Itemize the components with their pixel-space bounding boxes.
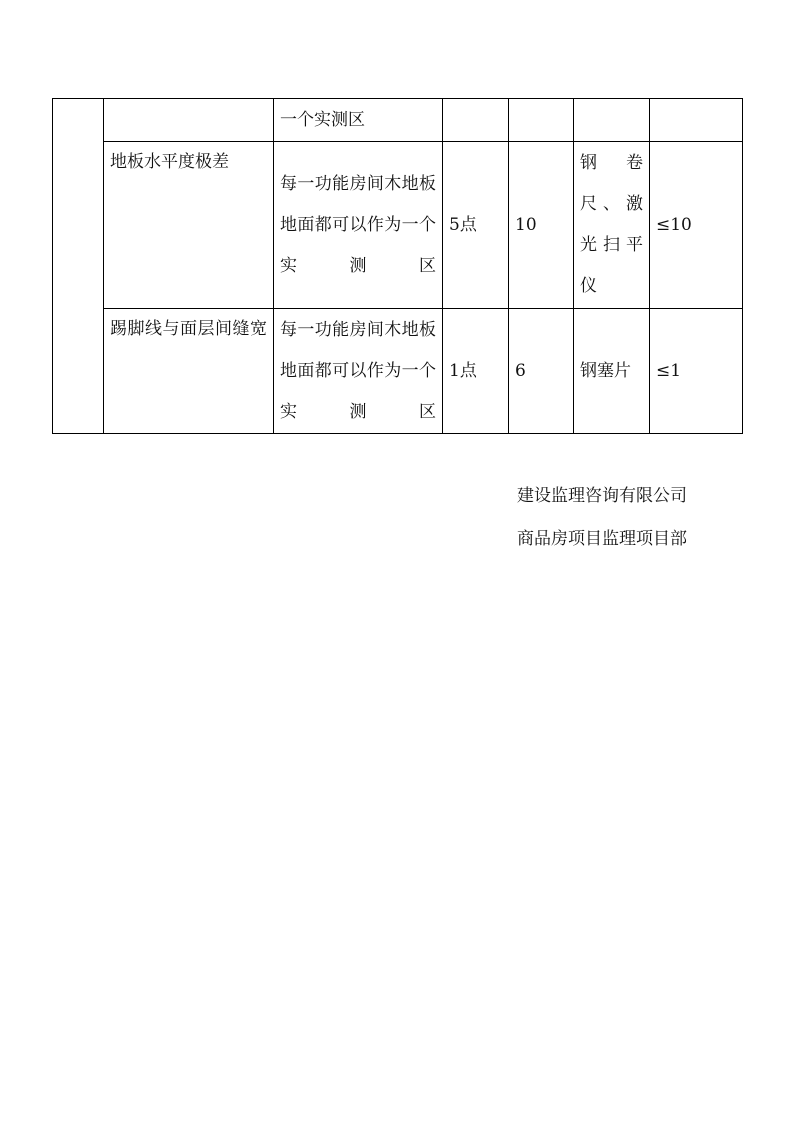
- item-cell: 踢脚线与面层间缝宽: [104, 309, 274, 434]
- count-cell: [443, 99, 509, 142]
- category-cell: [53, 99, 104, 434]
- table-row: [53, 309, 743, 434]
- tool-cell: 钢卷尺、激光扫平仪: [574, 142, 650, 309]
- table-row: [53, 142, 743, 309]
- inspection-table: [52, 98, 743, 434]
- table-row: [53, 99, 743, 142]
- scope-cell: 每一功能房间木地板地面都可以作为一个实测区: [274, 142, 443, 309]
- tool-cell: 钢塞片: [574, 309, 650, 434]
- item-cell: [104, 99, 274, 142]
- scope-cell: 每一功能房间木地板地面都可以作为一个实测区: [274, 309, 443, 434]
- company-name: 建设监理咨询有限公司: [517, 486, 687, 506]
- points-cell: 6: [509, 309, 574, 434]
- points-cell: [509, 99, 574, 142]
- item-cell: 地板水平度极差: [104, 142, 274, 309]
- scope-cell: 一个实测区: [274, 99, 443, 142]
- department-name: 商品房项目监理项目部: [517, 529, 687, 549]
- count-cell: 1点: [443, 309, 509, 434]
- tolerance-cell: ≤10: [650, 142, 743, 309]
- count-cell: 5点: [443, 142, 509, 309]
- tolerance-cell: ≤1: [650, 309, 743, 434]
- tool-cell: [574, 99, 650, 142]
- tolerance-cell: [650, 99, 743, 142]
- points-cell: 10: [509, 142, 574, 309]
